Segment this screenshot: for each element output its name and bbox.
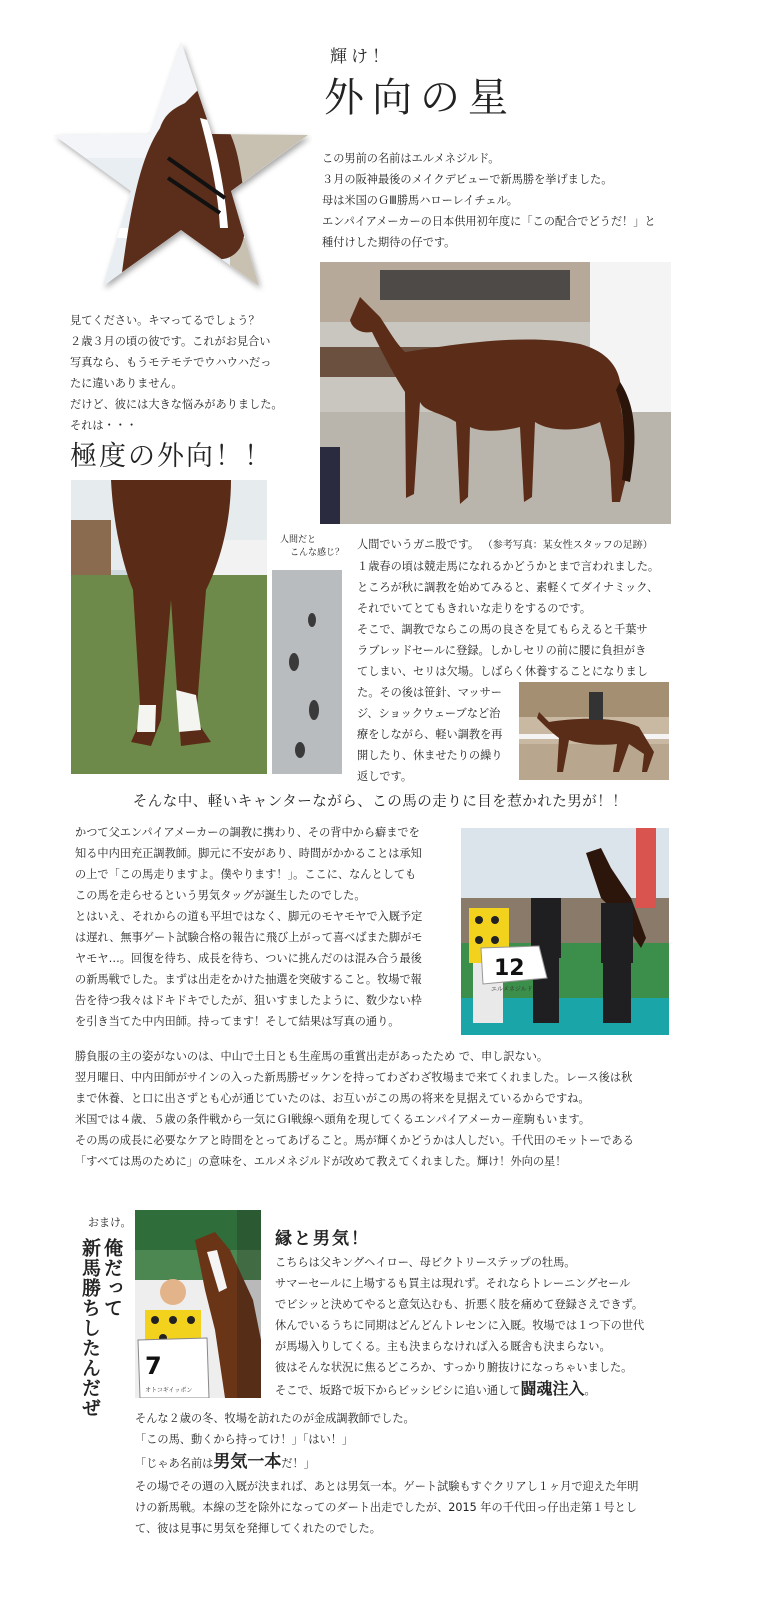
gani-line: 開したり、休ませたりの繰り xyxy=(357,749,503,762)
trainer-line: を引き当てた中内田師。持ってます！そして結果は写真の通り。 xyxy=(75,1015,400,1028)
omake-visit xyxy=(135,1408,638,1539)
gani-line: ジ、ショックウェーブなど治 xyxy=(357,707,501,720)
trainer-line: とはいえ、それからの道も平坦ではなく、脚元のモヤモヤで入厩予定 xyxy=(75,910,423,923)
look-line: ２歳３月の頃の彼です。これがお見合い xyxy=(70,335,271,348)
omake-line: 彼はそんな状況に焦るどころか、すっかり腑抜けになっちゃいました。 xyxy=(275,1361,633,1374)
human-caption-line: 人間だと xyxy=(280,535,317,545)
omake-line: こちらは父キングヘイロー、母ビクトリーステップの牡馬。 xyxy=(275,1256,576,1269)
omake-last-pre: そこで、坂路で坂下からビッシビシに追い通して xyxy=(275,1384,521,1397)
trainer-line: は遅れ、無事ゲート試験合格の報告に飛び上がって喜べばまた脚がモ xyxy=(75,931,423,944)
otokogi-name: オトコギイッポン xyxy=(145,1387,193,1394)
headline-outward: 極度の外向！！ xyxy=(70,441,273,472)
otokogi-number: 7 xyxy=(145,1352,162,1380)
gani-line: １歳春の頃は競走馬になれるかどうかとまで言われました。 xyxy=(357,560,660,573)
human-caption xyxy=(280,534,344,560)
gani-note: （参考写真：某女性スタッフの足跡） xyxy=(482,540,653,551)
quote2-emphasis: 男気一本 xyxy=(213,1452,282,1472)
omake-line: サマーセールに上場するも買主は現れず。それならトレーニングセール xyxy=(275,1277,631,1290)
look-text xyxy=(70,310,283,436)
trainer-line: ヤモヤ…。回復を待ち、成長を待ち、ついに挑んだのは混み合う最後 xyxy=(75,952,422,965)
trainer-line: の上で「この馬走りますよ。僕やります！」。ここに、なんとしても xyxy=(75,868,417,881)
look-line: 見てください。キマってるでしょう？ xyxy=(70,314,260,327)
trainer-text xyxy=(75,822,423,1032)
omake-text xyxy=(275,1252,644,1401)
trainer-line: 告を待つ我々はドキドキでしたが、狙いすましたように、数少ない枠 xyxy=(75,994,422,1007)
title-kicker: 輝け！ xyxy=(330,47,393,67)
star-photo xyxy=(50,38,312,293)
intro-line: 種付けした期待の仔です。 xyxy=(322,236,456,249)
gani-line: 療をしながら、軽い調教を再 xyxy=(357,728,503,741)
omake-emphasis: 闘魂注入 xyxy=(520,1379,585,1398)
ending-line: その場でその週の入厩が決まれば、あとは男気一本。ゲート試験もすぐクリアし１ヶ月で迎えた年明 xyxy=(135,1480,639,1493)
closing-text xyxy=(75,1046,634,1172)
gani-line: てしまい、セリは欠場。しばらく休養することになりまし xyxy=(357,665,648,678)
otokogi-photo xyxy=(135,1210,261,1398)
gani-line: そこで、調教でならこの馬の良さを見てもらえると千葉サ xyxy=(357,623,648,636)
closing-line: その馬の成長に必要なケアと時間をとってあげること。馬が輝くかどうかは人しだい。千代田のモットーである xyxy=(75,1134,634,1147)
gani-line: ラブレッドセールに登録。しかしセリの前に腰に負担がき xyxy=(357,644,647,657)
closing-line: まで休養、と口に出さずとも心が通じていたのは、お互いがこの馬の将来を見据えているからですね。 xyxy=(75,1092,590,1105)
ending-line: て、彼は見事に男気を発揮してくれたのでした。 xyxy=(135,1522,381,1535)
intro-text xyxy=(322,148,656,253)
quote-line: 「この馬、動くから持ってけ！」「はい！」 xyxy=(135,1433,354,1446)
gani-line: た。その後は笹針、マッサー xyxy=(357,686,502,699)
closing-line: 翌月曜日、中内田師がサインの入った新馬勝ゼッケンを持ってわざわざ牧場まで来てくれました。レース後は秋 xyxy=(75,1071,633,1084)
omake-line: でビシッと決めてやると意気込むも、折悪く肢を痛めて登録さえできず。 xyxy=(275,1298,644,1311)
gani-line: それでいてとてもきれいな走りをするのです。 xyxy=(357,602,592,615)
winner-photo xyxy=(461,828,669,1035)
intro-line: 母は米国のＧⅢ勝馬ハローレイチェル。 xyxy=(322,194,518,207)
closing-line: 「すべては馬のために」の意味を、エルメネジルドが改めて教えてくれました。輝け！外向の星！ xyxy=(75,1155,567,1168)
mid-headline: そんな中、軽いキャンターながら、この馬の走りに目を惹かれた男が！！ xyxy=(132,794,628,810)
closing-line: 勝負服の主の姿がないのは、中山で土日とも生産馬の重賞出走があったため で、申し訳ない。 xyxy=(75,1050,549,1063)
winner-number: 12 xyxy=(494,956,525,981)
trainer-line: この馬を走らせるという男気タッグが誕生したのでした。 xyxy=(75,889,366,902)
omake-vertical-2: 新馬勝ちしたんだぜ xyxy=(79,1238,101,1418)
trainer-line: かつて父エンパイアメーカーの調教に携わり、その背中から癖までを xyxy=(75,826,420,839)
riding-photo xyxy=(519,682,669,780)
winner-name: エルメネジルド xyxy=(491,986,533,993)
legs-photo xyxy=(71,480,267,774)
look-line: たに違いありません。 xyxy=(70,377,183,390)
trainer-line: の新馬戦でした。まずは出走をかけた抽選を突破すること。牧場で報 xyxy=(75,973,422,986)
omake-vertical-1: 俺だって xyxy=(101,1238,123,1318)
omake-label: おまけ。 xyxy=(88,1216,132,1229)
trainer-line: 知る中内田充正調教師。脚元に不安があり、時間がかかることは承知 xyxy=(75,847,422,860)
human-caption-line: こんな感じ？ xyxy=(290,548,345,558)
page-title: 外向の星 xyxy=(324,75,516,121)
quote2-post: だ！」 xyxy=(281,1457,315,1470)
omake-line: が馬場入りしてくる。主も決まらなければ入る厩舎も決まらない。 xyxy=(275,1340,611,1353)
intro-line: この男前の名前はエルメネジルド。 xyxy=(322,152,500,165)
look-line: だけど、彼には大きな悩みがありました。 xyxy=(70,398,283,411)
gani-lead: 人間でいうガニ股です。 xyxy=(357,538,480,551)
intro-line: エンパイアメーカーの日本供用初年度に「この配合でどうだ！」と xyxy=(322,215,656,228)
visit-line: そんな２歳の冬、牧場を訪れたのが金成調教師でした。 xyxy=(135,1412,415,1425)
look-line: 写真なら、もうモテモテでウハウハだっ xyxy=(70,356,272,369)
gani-line: ところが秋に調教を始めてみると、素軽くてダイナミック、 xyxy=(357,581,659,594)
omake-last-post: 。 xyxy=(584,1384,596,1397)
intro-line: ３月の阪神最後のメイクデビューで新馬勝を挙げました。 xyxy=(322,173,613,186)
look-line: それは・・・ xyxy=(70,419,138,432)
horse-standing-photo xyxy=(320,262,671,524)
gani-line: 返しです。 xyxy=(357,770,413,783)
omake-title: 縁と男気！ xyxy=(275,1229,370,1249)
footprint-photo xyxy=(272,570,342,774)
quote2-pre: 「じゃあ名前は xyxy=(135,1457,214,1470)
closing-line: 米国では４歳、５歳の条件戦から一気にＧⅠ戦線へ頭角を現してくるエンパイアメーカー産駒もいます。 xyxy=(75,1113,591,1126)
ending-line: けの新馬戦。本線の芝を除外になってのダート出走でしたが、2015 年の千代田っ仔出走第１号とし xyxy=(135,1501,637,1514)
omake-line: 休んでいるうちに同期はどんどんトレセンに入厩。牧場では１つ下の世代 xyxy=(275,1319,645,1332)
